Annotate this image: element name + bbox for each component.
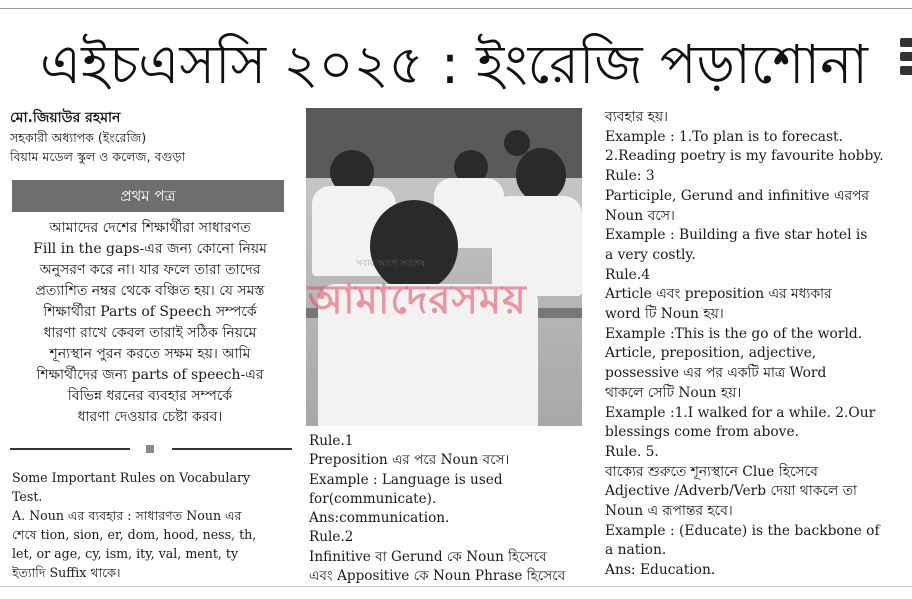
intro-line: Fill in the gaps-এর জন্য কোনো নিয়ম: [33, 241, 267, 257]
author-block: [10, 108, 290, 166]
text-line: for(communicate).: [309, 490, 437, 507]
text-line: Preposition এর পরে Noun বসে।: [309, 452, 510, 469]
text-line: possessive এর পর একটি মাত্র Word: [605, 365, 827, 382]
text-line: Example : Language is used: [309, 471, 503, 488]
text-line: Some Important Rules on Vocabulary: [12, 470, 251, 485]
text-line: Example : 1.To plan is to forecast.: [605, 128, 843, 145]
logo-mark: [900, 38, 912, 86]
intro-line: বিভিন্ন ধরনের ব্যবহার সম্পর্কে: [67, 388, 233, 404]
text-line: ব্যবহার হয়।: [605, 109, 668, 125]
text-line: থাকলে সেটি Noun হয়।: [605, 384, 742, 401]
text-line: Article এবং preposition এর মধ্যকার: [605, 286, 832, 303]
intro-line: আমাদের দেশের শিক্ষার্থীরা সাধারণত: [49, 220, 251, 236]
text-line: blessings come from above.: [605, 424, 800, 441]
text-line: Infinitive বা Gerund কে Noun হিসেবে: [309, 548, 547, 565]
intro-line: অনুসরণ করে না। যার ফলে তারা তাদের: [39, 262, 261, 278]
rules-column-3: [605, 108, 900, 581]
intro-line: শিক্ষার্থীরা Parts of Speech সম্পর্কে: [43, 304, 257, 320]
bottom-rule: [0, 586, 912, 587]
text-line: Noun এ রূপান্তর হবে।: [605, 503, 733, 520]
watermark-caption: সবার আগে সর্বশেষ: [356, 259, 426, 269]
top-rule: [0, 8, 912, 9]
text-line: Adjective /Adverb/Verb দেয়া থাকলে তা: [605, 483, 857, 500]
text-line: Rule.4: [605, 266, 651, 283]
text-line: শেষে tion, sion, er, dom, hood, ness, th,: [12, 527, 257, 542]
text-line: word টি Noun হয়।: [605, 306, 724, 323]
text-line: Ans: Education.: [605, 562, 716, 579]
text-line: let, or age, cy, ism, ity, val, ment, ty: [12, 546, 239, 561]
author-designation: সহকারী অধ্যাপক (ইংরেজি): [10, 130, 147, 145]
text-line: এবং Appositive কে Noun Phrase হিসেবে: [309, 568, 566, 585]
author-institution: বিয়াম মডেল স্কুল ও কলেজ, বগুড়া: [10, 149, 186, 164]
intro-line: ধারণা দেওয়ার চেষ্টা করব।: [77, 409, 223, 425]
author-name: মো.জিয়াউর রহমান: [10, 110, 121, 126]
section-divider: [10, 445, 292, 453]
rules-column-2: [309, 432, 594, 586]
text-line: বাক্যের শুরুতে শূন্যস্থানে Clue হিসেবে: [605, 463, 818, 480]
watermark-logo: আমাদেরসময়: [308, 277, 527, 323]
section-banner: প্রথম পত্র: [12, 180, 284, 212]
vocabulary-rules: [12, 468, 294, 582]
text-line: a nation.: [605, 542, 667, 559]
intro-line: শিক্ষার্থীদের জন্য parts of speech-এর: [36, 367, 264, 383]
text-line: ইত্যাদি Suffix থাকে।: [12, 565, 121, 580]
exam-hall-photo: [306, 108, 582, 426]
text-line: Rule. 5.: [605, 443, 659, 460]
headline: এইচএসসি ২০২৫ : ইংরেজি পড়াশোনা: [40, 33, 868, 96]
text-line: 2.Reading poetry is my favourite hobby.: [605, 148, 884, 165]
text-line: Example :1.I walked for a while. 2.Our: [605, 404, 876, 421]
text-line: Participle, Gerund and infinitive এরপর: [605, 187, 870, 204]
intro-paragraph: [10, 218, 290, 428]
text-line: Ans:communication.: [309, 510, 450, 527]
intro-line: ধারণা রাখে কেবল তারাই সঠিক নিয়মে: [43, 325, 257, 341]
text-line: Example : Building a five star hotel is: [605, 227, 868, 244]
text-line: Rule.1: [309, 433, 354, 449]
text-line: Noun বসে।: [605, 207, 675, 224]
text-line: Example :This is the go of the world.: [605, 325, 863, 342]
text-line: Rule: 3: [605, 168, 655, 185]
text-line: Rule.2: [309, 529, 354, 546]
text-line: Test.: [12, 489, 43, 504]
text-line: Article, preposition, adjective,: [605, 345, 817, 362]
text-line: Example : (Educate) is the backbone of: [605, 522, 880, 539]
intro-line: প্রত্যাশিত নম্বর থেকে বঞ্চিত হয়। যে সমস্ত: [35, 283, 265, 299]
intro-line: শূন্যস্থান পুরন করতে সক্ষম হয়। আমি: [49, 346, 251, 362]
text-line: A. Noun এর ব্যবহার : সাধারণত Noun এর: [12, 508, 242, 523]
text-line: a very costly.: [605, 246, 696, 263]
